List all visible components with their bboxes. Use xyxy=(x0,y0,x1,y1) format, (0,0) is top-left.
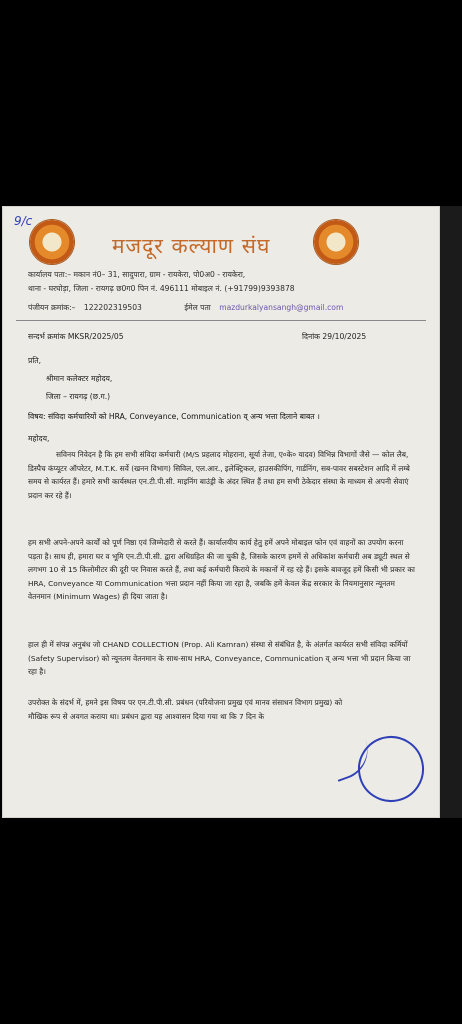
address-line-2: थाना - घरघोड़ा, जिला - रायगढ़ छ0ग0 पिन नं. 496111 मोबाइल नं. (+91799)9393878 xyxy=(28,284,295,293)
org-title: मजदूर कल्याण संघ xyxy=(112,234,271,258)
letter-date: दिनांक 29/10/2025 xyxy=(302,332,367,341)
margin-note: 9/c xyxy=(14,214,33,228)
address-line-1: कार्यालय पता:– मकान नं0– 31, सादुपारा, ग्राम - रायकेरा, पो0अ0 - रायकेरा, xyxy=(28,270,246,279)
body-paragraph-4: उपरोक्त के संदर्भ में, हमने इस विषय पर एन.टी.पी.सी. प्रबंधन (परियोजना प्रमुख एवं मानव संसाधन विभाग प्रमुख) को मौखिक रूप से अवगत कराया था। प्रबंधन द्वारा यह आश्वासन दिया गया था कि 7 दिन के xyxy=(28,698,343,721)
header-divider xyxy=(16,320,426,321)
recipient-name: श्रीमान कलेक्टर महोदय, xyxy=(46,374,113,383)
registration-number: 122202319503 xyxy=(83,303,142,312)
body-paragraph-3: हाल ही में संपन्न अनुबंध जो CHAND COLLECTION (Prop. Ali Kamran) संस्था से संबंधित है, के अंतर्गत कार्यरत सभी संविदा कर्मियों (Safety Supervisor) को न्यूनतम वेतनमान के साथ-साथ HRA, Conveyance, Communication व् अन्य भत्ता भी प्रदान किया जा रहा है। xyxy=(28,640,411,677)
reference-number: सन्दर्भ क्रमांक MKSR/2025/05 xyxy=(28,332,124,341)
body-paragraph-1: सविनय निवेदन है कि हम सभी संविदा कर्मचारी (M/S प्रहलाद मोहराना, सूर्या तेजा, ए०के० यादव) विभिन्न विभागों जैसे — कोल लैब, डिस्पैच कंप्यूटर ऑपरेटर, M.T.K. सर्वे (खनन विभाग) सिविल, एल.आर., इलेक्ट्रिकल, हाउसकीपिंग, गार्डनिंग, सब-पावर सबस्टेशन आदि में लम्बे समय से कार्यरत हैं। हमारे सभी कार्यस्थल एन.टी.पी.सी. माइनिंग बाउंड्री के अंदर स्थित हैं तथा हम सभी ठेकेदार संस्था के माध्यम से अपनी सेवाएं प्रदान कर रहे हैं। xyxy=(28,450,410,500)
email-label: ईमेल पता xyxy=(184,303,211,312)
to-label: प्रति, xyxy=(28,356,42,365)
registration-email-line xyxy=(28,303,343,313)
body-paragraph-2: हम सभी अपने-अपने कार्यों को पूर्ण निष्ठा एवं जिम्मेदारी से करते हैं। कार्यालयीय कार्य हेतु हमें अपने मोबाइल फोन एवं वाहनों का उपयोग करना पड़ता है। साथ ही, हमारा घर व भूमि एन.टी.पी.सी. द्वारा अधिग्रहित की जा चुकी है, जिसके कारण हममें से अधिकांश कर्मचारी अब ड्यूटी स्थल से लगभग 10 से 15 किलोमीटर की दूरी पर निवास करते हैं, तथा कई कर्मचारी किराये के मकानों में रह रहे हैं। इसके बावजूद हमें किसी भी प्रकार का HRA, Conveyance या Communication भत्ता प्रदान नहीं किया जा रहा है, जबकि हमें केवल केंद्र सरकार के नियमानुसार न्यूनतम वेतनमान (Minimum Wages) ही दिया जाता है। xyxy=(28,538,415,602)
letter-page xyxy=(2,206,440,818)
registration-label: पंजीयन क्रमांक:– xyxy=(28,303,76,312)
email-address: mazdurkalyansangh@gmail.com xyxy=(219,303,344,312)
page-edge-shadow xyxy=(440,206,462,818)
salutation: महोदय, xyxy=(28,434,50,443)
letter-subject: विषय: संविदा कर्मचारियों को HRA, Conveyance, Communication व् अन्य भत्ता दिलाने बाबत । xyxy=(28,412,320,421)
org-logo-right xyxy=(314,220,358,264)
org-logo-left xyxy=(30,220,74,264)
recipient-place: जिला – रायगढ़ (छ.ग.) xyxy=(46,392,111,401)
